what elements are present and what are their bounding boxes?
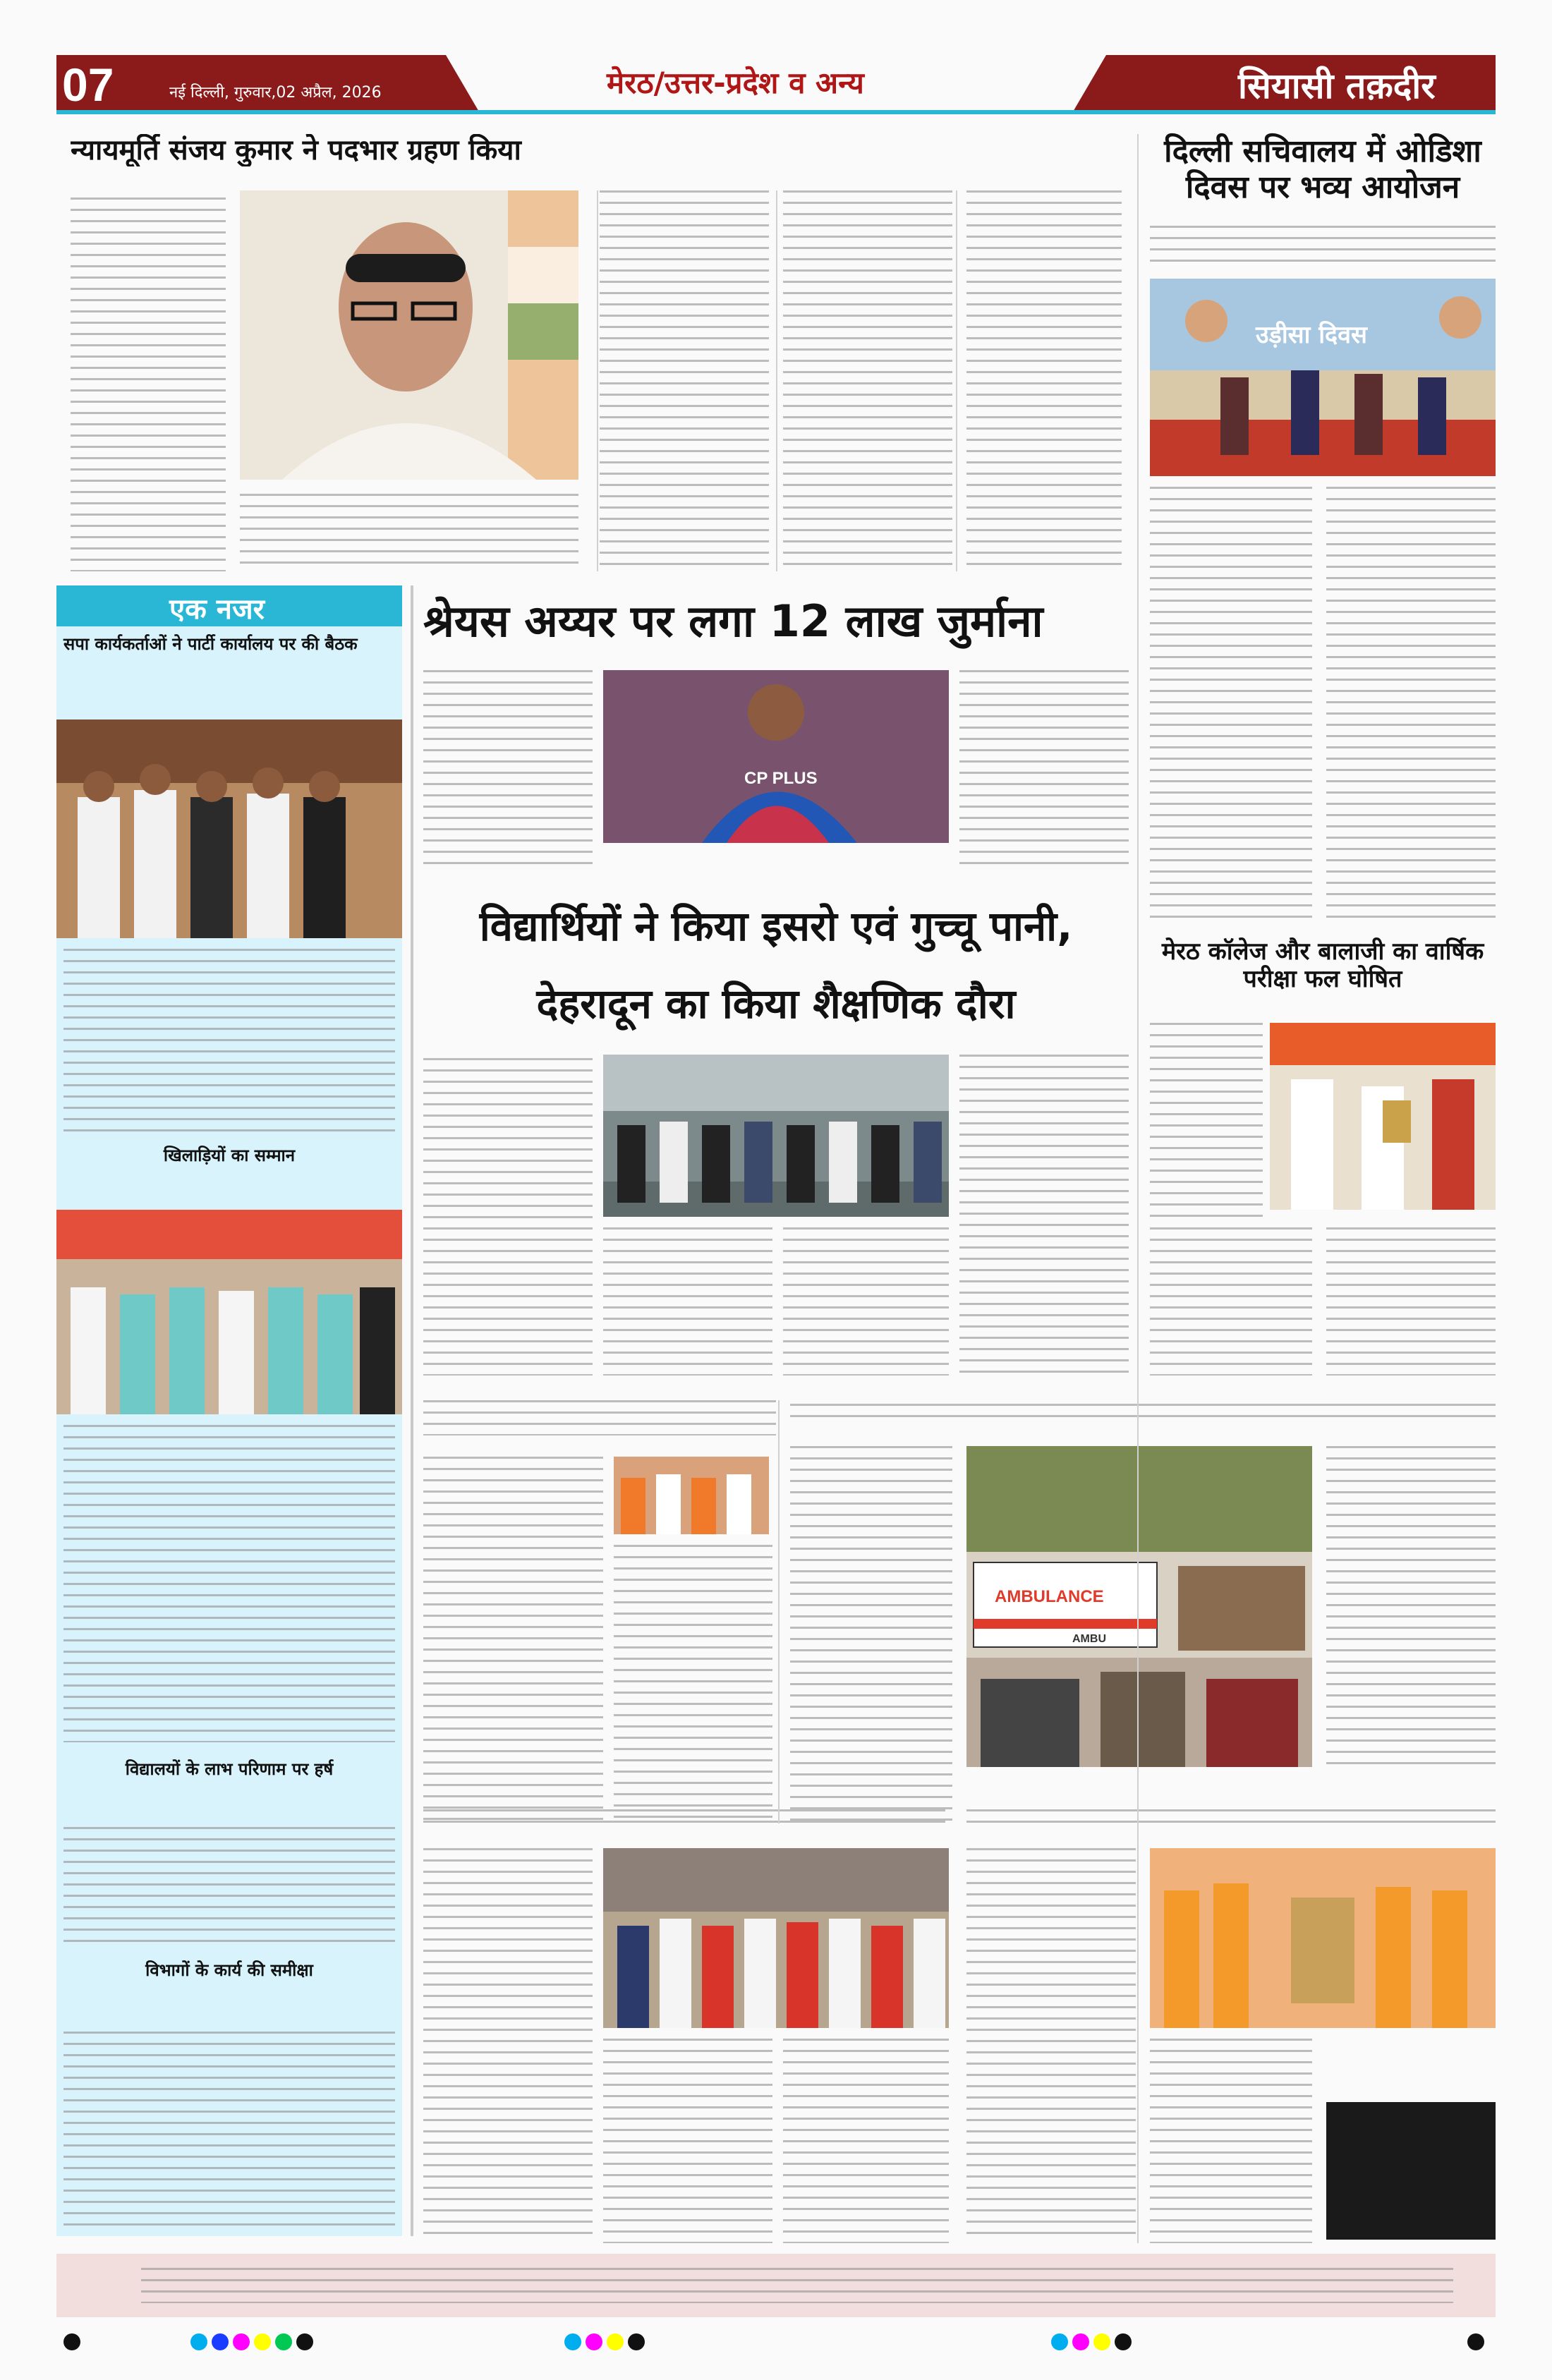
odisha-text-col-1 [1150,487,1312,924]
bottom-right-text-col-2 [1150,2039,1312,2243]
small-story-headline-lines [423,1400,776,1435]
bottom-left-headline-line [423,1809,945,1830]
shreyas-jersey-text: CP PLUS [744,769,818,788]
sidebar-divider [411,585,413,2236]
students-text-col-2 [603,1227,772,1376]
shreyas-text-col-1 [423,670,593,868]
section-title: मेरठ/उत्तर-प्रदेश व अन्य [607,66,864,100]
sidebar-item-2-photo [56,1210,402,1414]
top-headline: न्यायमूर्ति संजय कुमार ने पदभार ग्रहण किया [71,134,521,166]
column-gutter [597,190,598,571]
bottom-left-text-col-2 [603,2039,772,2243]
bottom-right-headline-line [966,1809,1496,1830]
procession-photo [603,1848,949,2028]
small-story-text-col-2 [614,1545,772,1823]
students-photo [603,1055,949,1217]
accident-text-col-1 [790,1446,952,1823]
sidebar-item-4-text [63,2032,395,2229]
lead-text-col-2 [600,190,769,571]
column-gutter [956,190,957,571]
judge-photo [240,190,578,480]
odisha-photo [1150,279,1496,476]
column-gutter [778,1400,780,1823]
column-gutter [1137,134,1139,2243]
bottom-left-text-col-3 [783,2039,949,2243]
sidebar-item-3-headline: विद्यालयों के लाभ परिणाम पर हर्ष [125,1759,334,1779]
sidebar-item-1-headline: सपा कार्यकर्ताओं ने पार्टी कार्यालय पर की बैठक [63,634,358,654]
lead-text-col-4 [966,190,1122,571]
exam-result-text-col-1 [1150,1023,1263,1220]
exam-result-text-col-3 [1326,1227,1496,1376]
ambu-label: AMBU [1072,1633,1106,1645]
small-story-photo [614,1457,769,1534]
color-bar-1 [190,2333,317,2352]
students-text-col-4 [959,1055,1129,1376]
odisha-photo-banner: उड़ीसा दिवस [1256,321,1368,349]
students-text-col-1 [423,1058,593,1376]
sidebar-item-3-text [63,1827,395,1947]
bottom-left-text-col-1 [423,1848,593,2243]
masthead-rule [56,110,1496,114]
odisha-intro [1150,226,1496,268]
lead-text-col-3 [783,190,952,571]
dateline: नई दिल्ली, गुरुवार,02 अप्रैल, 2026 [169,84,382,102]
footer-imprint [141,2268,1453,2303]
column-gutter [776,190,777,571]
odisha-text-col-2 [1326,487,1496,924]
bottom-right-text-col-1 [966,1848,1136,2243]
students-headline-line-2: देहरादून का किया शैक्षणिक दौरा [536,980,1016,1028]
sidebar-item-2-text [63,1425,395,1742]
lead-text-under-photo [240,494,578,571]
page-number: 07 [62,59,114,111]
sidebar-item-1-text [63,949,395,1132]
exam-result-text-col-2 [1150,1227,1312,1376]
sidebar-item-2-headline: खिलाड़ियों का सम्मान [163,1146,296,1165]
ritual-photo [1150,1848,1496,2028]
accident-photo [966,1446,1312,1767]
exam-result-photo [1270,1023,1496,1210]
students-headline-line-1: विद्यार्थियों ने किया इसरो एवं गुच्चू पानी, [479,902,1073,950]
shreyas-photo [603,670,949,843]
sidebar-item-4-headline: विभागों के कार्य की समीक्षा [145,1960,313,1980]
accident-headline-line [790,1404,1496,1425]
ambulance-label: AMBULANCE [995,1587,1104,1606]
lead-text-col-1 [71,198,226,571]
color-bar-2 [564,2333,649,2352]
sidebar-title: एक नजर [169,593,265,626]
small-story-text-col-1 [423,1457,603,1823]
registration-marks-left [63,2333,85,2352]
sidebar-item-1-photo [56,720,402,938]
accident-text-col-2 [1326,1446,1496,1767]
color-bar-3 [1051,2333,1136,2352]
students-text-col-3 [783,1227,949,1376]
shreyas-text-col-2 [959,670,1129,868]
odisha-headline: दिल्ली सचिवालय में ओडिशा दिवस पर भव्य आयोजन [1164,133,1481,205]
shreyas-headline: श्रेयस अय्यर पर लगा 12 लाख जुर्माना [423,595,1043,647]
brand-title: सियासी तक़दीर [1238,66,1436,107]
classified-box [1326,2102,1496,2240]
registration-marks-right [1467,2333,1489,2352]
exam-result-headline: मेरठ कॉलेज और बालाजी का वार्षिक परीक्षा फल घोषित [1161,937,1484,994]
